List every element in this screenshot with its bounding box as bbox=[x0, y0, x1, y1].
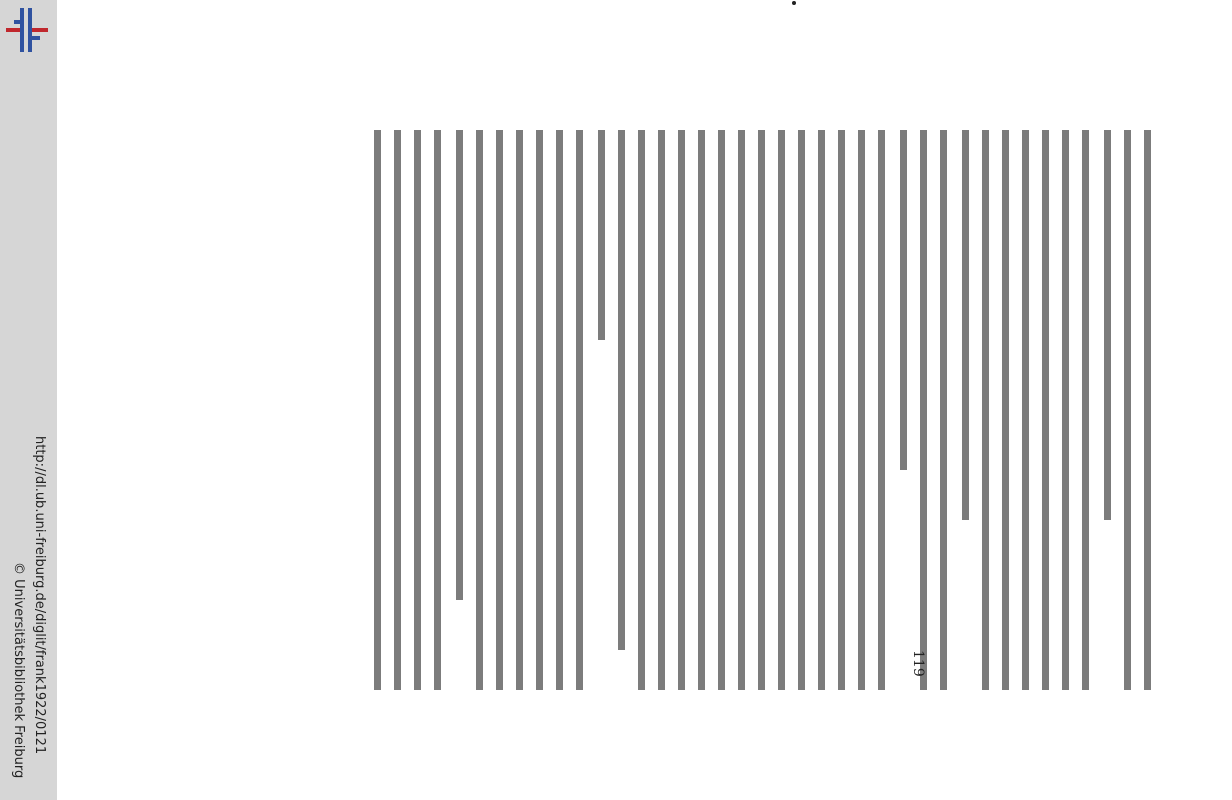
text-line-placeholder bbox=[798, 130, 805, 690]
text-line-placeholder bbox=[818, 130, 825, 690]
text-line-placeholder bbox=[456, 130, 463, 600]
text-line-placeholder bbox=[962, 130, 969, 520]
text-line-placeholder bbox=[414, 130, 421, 690]
text-line-placeholder bbox=[618, 130, 625, 650]
text-line-placeholder bbox=[678, 130, 685, 690]
text-line-placeholder bbox=[838, 130, 845, 690]
document-url[interactable]: http://dl.ub.uni-freiburg.de/diglit/frank1922/0121 bbox=[32, 436, 47, 755]
copyright-notice: © Universitätsbibliothek Freiburg bbox=[11, 562, 26, 779]
text-line-placeholder bbox=[1042, 130, 1049, 690]
text-line-placeholder bbox=[982, 130, 989, 690]
text-line-placeholder bbox=[496, 130, 503, 690]
scanned-page bbox=[57, 0, 1232, 800]
text-line-placeholder bbox=[394, 130, 401, 690]
text-line-placeholder bbox=[1002, 130, 1009, 690]
text-line-placeholder bbox=[536, 130, 543, 690]
text-line-placeholder bbox=[1104, 130, 1111, 520]
text-line-placeholder bbox=[658, 130, 665, 690]
text-line-placeholder bbox=[598, 130, 605, 340]
text-line-placeholder bbox=[516, 130, 523, 690]
text-line-placeholder bbox=[900, 130, 907, 470]
ub-freiburg-logo-icon bbox=[6, 8, 48, 52]
text-lines-placeholder bbox=[315, 0, 1175, 800]
text-line-placeholder bbox=[638, 130, 645, 690]
text-line-placeholder bbox=[1124, 130, 1131, 690]
text-line-placeholder bbox=[940, 130, 947, 690]
text-line-placeholder bbox=[374, 130, 381, 690]
text-line-placeholder bbox=[1144, 130, 1151, 690]
text-line-placeholder bbox=[858, 130, 865, 690]
text-line-placeholder bbox=[1082, 130, 1089, 690]
page-number: 119 bbox=[910, 650, 926, 677]
text-line-placeholder bbox=[920, 130, 927, 690]
text-line-placeholder bbox=[698, 130, 705, 690]
text-line-placeholder bbox=[878, 130, 885, 690]
viewer-sidebar bbox=[0, 0, 57, 800]
text-line-placeholder bbox=[434, 130, 441, 690]
text-line-placeholder bbox=[738, 130, 745, 690]
text-line-placeholder bbox=[556, 130, 563, 690]
page-text bbox=[315, 0, 1175, 800]
text-line-placeholder bbox=[718, 130, 725, 690]
text-line-placeholder bbox=[758, 130, 765, 690]
text-line-placeholder bbox=[1062, 130, 1069, 690]
text-line-placeholder bbox=[576, 130, 583, 690]
text-line-placeholder bbox=[1022, 130, 1029, 690]
text-line-placeholder bbox=[778, 130, 785, 690]
text-line-placeholder bbox=[476, 130, 483, 690]
